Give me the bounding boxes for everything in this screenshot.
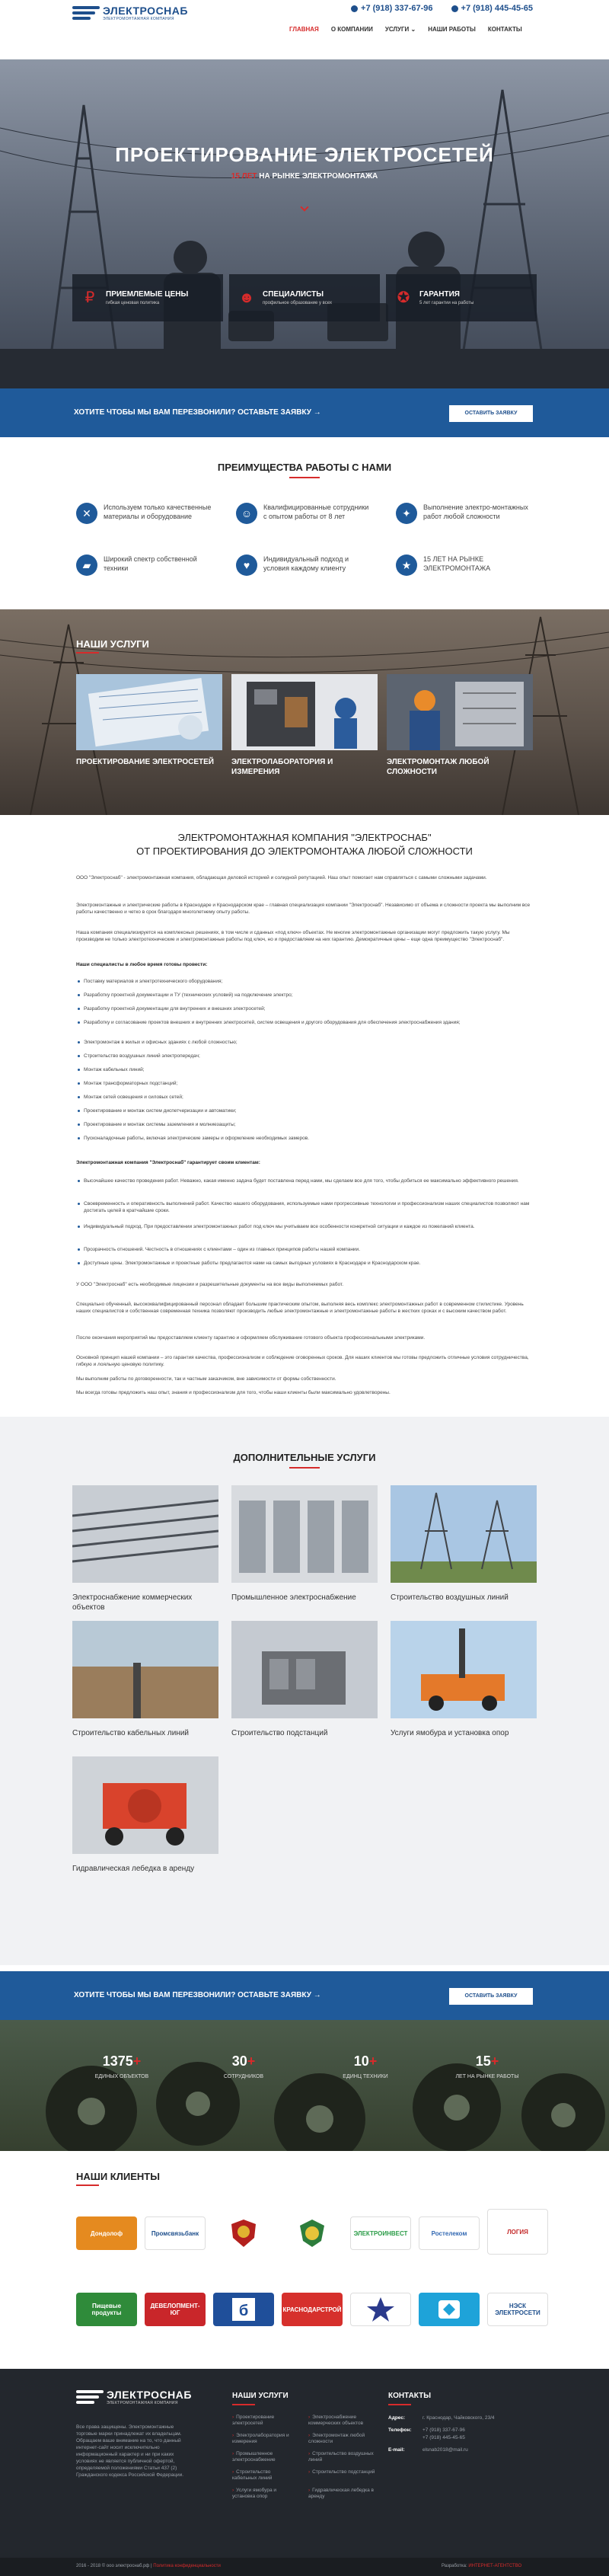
badge-icon: ★ — [396, 555, 417, 576]
about-title-2: ОТ ПРОЕКТИРОВАНИЯ ДО ЭЛЕКТРОМОНТАЖА ЛЮБОЙ СЛОЖНОСТИ — [136, 845, 473, 857]
site-footer — [0, 2369, 609, 2576]
advantage-text: 15 ЛЕТ НА РЫНКЕ ЭЛЕКТРОМОНТАЖА — [423, 555, 491, 572]
footer-phone-2[interactable]: +7 (918) 445-45-65 — [422, 2435, 465, 2440]
client-logo[interactable]: Пищевые продукты — [76, 2293, 137, 2326]
stat-label: ЕДИНЫХ ОБЪЕКТОВ — [94, 2074, 149, 2079]
additional-image — [391, 1485, 537, 1583]
footer-link[interactable]: › Проектирование электросетей — [232, 2415, 293, 2427]
title-divider — [388, 2404, 411, 2405]
list-item: Монтаж трансформаторных подстанций; — [84, 1080, 533, 1087]
footer-link[interactable]: › Строительство кабельных линий — [232, 2469, 293, 2482]
nav-item-contacts[interactable]: КОНТАКТЫ — [487, 26, 522, 33]
footer-link[interactable]: › Электромонтаж любой сложности — [308, 2433, 377, 2445]
feature-title: ГАРАНТИЯ — [419, 290, 460, 299]
client-logo[interactable]: Ростелеком — [419, 2216, 480, 2250]
footer-phone-1[interactable]: +7 (918) 337-67-96 — [422, 2427, 465, 2433]
feature-guarantee — [386, 274, 537, 321]
additional-card[interactable] — [72, 1485, 218, 1612]
feature-specialists — [229, 274, 380, 321]
stat-number: 15 — [475, 2053, 491, 2069]
advantage-item — [396, 555, 533, 576]
list-item: Разработку проектной документации и ТУ (технических условий) на подключение электро; — [84, 992, 533, 999]
service-image — [231, 674, 378, 750]
star-logo-icon — [365, 2296, 396, 2323]
stat-years — [426, 2053, 548, 2079]
nav-item-services[interactable]: УСЛУГИ ⌄ — [384, 26, 416, 33]
client-logo[interactable]: ЭЛЕКТРОИНВЕСТ — [350, 2216, 411, 2250]
feature-sub: профильное образование у всех — [263, 301, 333, 305]
additional-caption: Строительство кабельных линий — [72, 1729, 190, 1737]
ruble-icon: ₽ — [84, 289, 95, 306]
stat-label: ЛЕТ НА РЫНКЕ РАБОТЫ — [455, 2074, 519, 2079]
hero-banner — [0, 59, 609, 396]
stats-section — [0, 2020, 609, 2151]
services-title: НАШИ УСЛУГИ — [76, 638, 149, 650]
additional-caption: Строительство подстанций — [231, 1729, 328, 1737]
list-item: Проектирование и монтаж систем диспетчеризации и автоматики; — [84, 1107, 533, 1114]
truck-icon: ▰ — [76, 555, 97, 576]
logo-title: ЭЛЕКТРОСНАБ — [103, 4, 188, 17]
list-item: Доступные цены. Электромонтажные и проектные работы предлагаются нами на самых выгодных условиях в Краснодаре и Краснодарском крае. — [84, 1260, 533, 1267]
about-paragraph: ООО "Электроснаб" - электромонтажная компания, обладающая деловой историей и солидной репутацией. Наш опыт помогает нам справляться с самыми сложными задачами. — [76, 875, 487, 881]
hero-features — [72, 274, 537, 321]
about-paragraph: Мы всегда готовы предложить наш опыт, знания и профессионализм для того, чтобы наши клиенты были максимально удовлетворены. — [76, 1390, 391, 1395]
developer-link[interactable]: ИНТЕРНЕТ-АГЕНТСТВО — [468, 2564, 522, 2568]
stat-label: СОТРУДНИКОВ — [223, 2074, 264, 2079]
client-logo[interactable]: ЛОГИЯ — [487, 2209, 548, 2255]
callback-button[interactable]: ОСТАВИТЬ ЗАЯВКУ — [449, 405, 533, 422]
clients-title: НАШИ КЛИЕНТЫ — [76, 2171, 160, 2182]
client-logo[interactable]: Промсвязьбанк — [145, 2216, 206, 2250]
footer-link[interactable]: › Промышленное электроснабжение — [232, 2451, 293, 2463]
advantage-text: Используем только качественные материалы и оборудование — [104, 503, 212, 520]
wrench-icon: ✕ — [76, 503, 97, 524]
logo-title: ЭЛЕКТРОСНАБ — [107, 2388, 192, 2401]
additional-caption: Строительство воздушных линий — [391, 1593, 509, 1602]
additional-image — [72, 1756, 218, 1854]
advantage-item — [396, 503, 533, 524]
additional-card[interactable] — [391, 1485, 537, 1603]
client-logo[interactable] — [213, 2293, 274, 2326]
service-caption: ЭЛЕКТРОЛАБОРАТОРИЯ И ИЗМЕРЕНИЯ — [231, 758, 333, 776]
footer-link[interactable]: › Электроснабжение коммерческих объектов — [308, 2415, 377, 2427]
copyright-bar — [0, 2558, 609, 2576]
email-label: E-mail: — [388, 2447, 405, 2453]
footer-services-title: НАШИ УСЛУГИ — [232, 2392, 289, 2400]
callback-text: ХОТИТЕ ЧТОБЫ МЫ ВАМ ПЕРЕЗВОНИЛИ? ОСТАВЬТЕ ЗАЯВКУ → — [74, 1991, 321, 1999]
additional-card[interactable] — [231, 1621, 378, 1738]
privacy-link[interactable]: Политика конфиденциальности — [153, 2564, 221, 2568]
callback-banner — [0, 1971, 609, 2020]
title-divider — [76, 2184, 99, 2186]
handshake-icon: ♥ — [236, 555, 257, 576]
stat-staff — [183, 2053, 304, 2079]
phone-icon — [351, 5, 358, 12]
additional-card[interactable] — [72, 1621, 218, 1738]
advantage-item — [76, 503, 213, 524]
about-paragraph: После окончания мероприятий мы предоставляем клиенту гарантию и оформляем обслуживание готового объекта профессиональными электриками. — [76, 1335, 426, 1341]
header-phone-1[interactable]: +7 (918) 337-67-96 — [361, 4, 433, 13]
list-item: Разработку и согласование проектов внешних и внутренних электросетей, систем освещения и другого оборудования для обеспечения электроснабжения здания; — [84, 1019, 533, 1026]
additional-card[interactable] — [391, 1621, 537, 1738]
developer-credit: Разработка: ИНТЕРНЕТ-АГЕНТСТВО — [442, 2564, 522, 2568]
feature-title: ПРИЕМЛЕМЫЕ ЦЕНЫ — [106, 290, 189, 299]
shield-emblem-icon — [230, 2218, 257, 2248]
client-logo[interactable] — [350, 2293, 411, 2326]
additional-card[interactable] — [231, 1485, 378, 1603]
list-item: Строительство воздушных линий электропередач; — [84, 1053, 533, 1059]
hero-subtitle-text: НА РЫНКЕ ЭЛЕКТРОМОНТАЖА — [259, 172, 378, 181]
service-card-lab[interactable] — [231, 674, 378, 782]
client-logo[interactable]: НЭСК ЭЛЕКТРОСЕТИ — [487, 2293, 548, 2326]
list-title: Наши специалисты в любое время готовы провести: — [76, 962, 208, 967]
advantage-text: Выполнение электро-монтажных работ любой сложности — [423, 503, 528, 520]
about-paragraph: Наша компания специализируется на комплексных решениях, в том числе и сданных «под ключ» объектах. Не многие электромонтажные организации могут предложить такую услугу. Мы производим не только электротехнические и электромонтажные работы под ключ, но и предоставляем на них гарантию. Демократичные цены – еще одна преимущество "Электроснаб". — [76, 930, 510, 942]
stat-number: 10 — [353, 2053, 369, 2069]
svg-text:б: б — [238, 2303, 249, 2319]
advantages-title: ПРЕИМУЩЕСТВА РАБОТЫ С НАМИ — [217, 462, 392, 473]
worker-icon: ☺ — [236, 503, 257, 524]
title-divider — [232, 2404, 255, 2405]
feature-sub: 5 лет гарантии на работы — [419, 301, 474, 305]
title-divider — [289, 1467, 320, 1469]
nav-item-home[interactable]: ГЛАВНАЯ — [289, 26, 319, 33]
list-item: Прозрачность отношений. Честность в отношениях с клиентами – один из главных принципов работы нашей компании. — [84, 1246, 533, 1253]
plus-icon: + — [247, 2053, 256, 2069]
medal-icon: ✪ — [397, 289, 410, 306]
logo-mark-icon — [434, 2296, 464, 2323]
client-logo[interactable] — [213, 2216, 274, 2250]
advantage-item — [76, 555, 213, 576]
additional-caption: Промышленное электроснабжение — [231, 1593, 356, 1602]
list-item: Поставку материалов и электротехнического оборудования; — [84, 978, 533, 985]
service-image — [76, 674, 222, 750]
phone-icon — [451, 5, 458, 12]
additional-image — [72, 1485, 218, 1583]
service-caption: ЭЛЕКТРОМОНТАЖ ЛЮБОЙ СЛОЖНОСТИ — [387, 758, 489, 776]
additional-caption: Гидравлическая лебедка в аренду — [72, 1865, 195, 1873]
list-item: Разработку проектной документации для внутренних и внешних электросетей; — [84, 1005, 533, 1012]
phone-label: Телефон: — [388, 2427, 412, 2433]
nav-item-about[interactable]: О КОМПАНИИ — [330, 26, 373, 33]
lightbulb-icon: ✦ — [396, 503, 417, 524]
about-paragraph: Электромонтажные и электрические работы в Краснодаре и Краснодарском крае – главная специализация компании "Электроснаб". Независимо от объема и сложности проекта мы выполним все работы качественно и четко в срок благодаря многолетнему опыту работы. — [76, 903, 531, 915]
about-paragraph: Основной принцип нашей компании – это гарантия качества, профессионализм и соблюдение оговоренных сроков. Для наших клиентов мы готовы предложить отличные условия сотрудничества, гибкую и лояльную ценовую политику. — [76, 1355, 529, 1367]
footer-link[interactable]: › Строительство подстанций — [308, 2469, 377, 2475]
list-item: Пусконаладочные работы, включая электрические замеры и оформление необходимых замеров. — [84, 1135, 533, 1142]
hero-title: ПРОЕКТИРОВАНИЕ ЭЛЕКТРОСЕТЕЙ — [115, 143, 494, 166]
footer-link[interactable]: › Услуги ямобура и установка опор — [232, 2488, 293, 2500]
about-paragraph: Специально обученный, высококвалифицированный персонал обладает большим практическим опытом, выполняя весь комплекс электромонтажных работ в современном стилистике. Уровень наших специалистов и собственная современная техника позволяют производить любые электромонтажные и электромонтажные работы в жестких сроках и с высоким качеством работ. — [76, 1302, 524, 1314]
client-logo[interactable]: ДЕВЕЛОПМЕНТ-ЮГ — [145, 2293, 206, 2326]
service-caption: ПРОЕКТИРОВАНИЕ ЭЛЕКТРОСЕТЕЙ — [76, 758, 214, 766]
hero-subtitle-accent: 15 ЛЕТ — [231, 172, 257, 181]
stats-background-image — [0, 2020, 609, 2151]
list-item: Монтаж сетей освещения и силовых сетей; — [84, 1094, 533, 1101]
stat-number: 1375 — [102, 2053, 133, 2069]
about-paragraph: Мы выполним работы по договоренности, так и частным заказчиком, вне зависимости от формы собственности. — [76, 1376, 336, 1382]
title-divider — [76, 652, 99, 654]
footer-about: Все права защищены. Электромонтажные торговые марки принадлежат их владельцам. Обращаем ваше внимание на то, что данный интернет-сайт носит исключительно информационный характер и ни при каких условиях не является публичной офертой, определяемой положениями Статьи 437 (2) Гражданского кодекса Российской Федерации. — [76, 2424, 184, 2478]
advantage-item — [236, 503, 373, 524]
about-paragraph: У ООО "Электроснаб" есть необходимые лицензии и разрешительные документы на все виды выполняемых работ. — [76, 1282, 343, 1287]
additional-image — [391, 1621, 537, 1718]
additional-image — [231, 1621, 378, 1718]
list-item: Электромонтаж в жилых и офисных зданиях с любой сложностью; — [84, 1039, 533, 1046]
list-item: Высочайшее качество проведения работ. Неважно, какая именно задача будет поставлена перед нами, мы сделаем все для того, чтобы добиться ее максимально эффективного решения. — [84, 1178, 533, 1184]
footer-link[interactable]: › Гидравлическая лебедка в аренду — [308, 2488, 377, 2500]
feature-title: СПЕЦИАЛИСТЫ — [263, 290, 324, 299]
plus-icon: + — [368, 2053, 378, 2069]
plus-icon: + — [490, 2053, 499, 2069]
hero-subtitle — [0, 172, 609, 181]
advantage-text: Широкий спектр собственной техники — [104, 555, 197, 572]
nav-item-works[interactable]: НАШИ РАБОТЫ — [428, 26, 476, 33]
copyright-text: 2016 - 2018 © ооо электроснаб.рф | Политика конфиденциальности — [76, 2564, 221, 2568]
guarantee-title: Электромонтажная компания "Электроснаб" гарантирует своим клиентам: — [76, 1160, 260, 1165]
list-item: Своевременность и оперативность выполнений работ. Качество нашего оборудования, используемые нами прогрессивные технологии и профессионализм наших специалистов позволяют нам достигать целей в кратчайшие сроки. — [84, 1200, 533, 1214]
service-card-design[interactable] — [76, 674, 222, 782]
address-label: Адрес: — [388, 2415, 406, 2421]
hero-background-image — [0, 59, 609, 396]
stat-number: 30 — [231, 2053, 247, 2069]
callback-banner — [0, 388, 609, 437]
emblem-icon — [298, 2218, 326, 2248]
additional-title: ДОПОЛНИТЕЛЬНЫЕ УСЛУГИ — [233, 1452, 376, 1463]
list-item: Проектирование и монтаж системы заземления и молниезащиты; — [84, 1121, 533, 1128]
footer-contacts-title: КОНТАКТЫ — [388, 2392, 432, 2400]
plus-icon: + — [132, 2053, 142, 2069]
logo-subtitle: ЭЛЕКТРОМОНТАЖНАЯ КОМПАНИЯ — [103, 16, 174, 21]
header-phone-2[interactable]: +7 (918) 445-45-65 — [461, 4, 533, 13]
additional-caption: Услуги ямобура и установка опор — [391, 1729, 509, 1737]
client-logo[interactable] — [282, 2216, 343, 2250]
advantage-item — [236, 555, 373, 576]
footer-link[interactable]: › Строительство воздушных линий — [308, 2451, 377, 2463]
additional-image — [231, 1485, 378, 1583]
logo-mark-icon — [72, 5, 100, 21]
list-item: Индивидуальный подход. При предоставлении электромонтажных работ под ключ мы учитываем все особенности конкретной ситуации и каждое из пожеланий клиента. — [84, 1223, 533, 1230]
feature-sub: гибкая ценовая политика — [106, 301, 160, 305]
client-logo[interactable]: Дондолоф — [76, 2216, 137, 2250]
logo-mark-icon — [76, 2389, 104, 2405]
logo-mark-icon — [230, 2296, 257, 2323]
additional-caption: Электроснабжение коммерческих объектов — [72, 1593, 193, 1612]
header-phones — [351, 4, 533, 13]
callback-text: ХОТИТЕ ЧТОБЫ МЫ ВАМ ПЕРЕЗВОНИЛИ? ОСТАВЬТЕ ЗАЯВКУ → — [74, 408, 321, 417]
feature-prices — [72, 274, 223, 321]
title-divider — [289, 477, 320, 478]
additional-image — [72, 1621, 218, 1718]
stat-objects — [61, 2053, 183, 2079]
stat-equipment — [304, 2053, 426, 2079]
additional-card[interactable] — [72, 1756, 218, 1874]
advantage-text: Индивидуальный подход и условия каждому клиенту — [263, 555, 349, 572]
service-card-install[interactable] — [387, 674, 533, 782]
logo[interactable] — [72, 5, 188, 21]
stat-label: ЕДИНЦ ТЕХНИКИ — [343, 2074, 388, 2079]
people-icon: ☻ — [238, 289, 255, 306]
footer-email[interactable]: elsnab2018@mail.ru — [422, 2447, 468, 2453]
main-nav — [289, 26, 522, 33]
logo-subtitle: ЭЛЕКТРОМОНТАЖНАЯ КОМПАНИЯ — [107, 2400, 178, 2405]
callback-button[interactable]: ОСТАВИТЬ ЗАЯВКУ — [449, 1988, 533, 2005]
footer-logo[interactable] — [76, 2389, 192, 2405]
site-header — [0, 0, 609, 59]
about-title-1: ЭЛЕКТРОМОНТАЖНАЯ КОМПАНИЯ "ЭЛЕКТРОСНАБ" — [177, 832, 432, 843]
client-logo[interactable] — [419, 2293, 480, 2326]
address-value: г. Краснодар, Чайковского, 23/4 — [422, 2415, 495, 2421]
list-item: Монтаж кабельных линий; — [84, 1066, 533, 1073]
client-logo[interactable]: КРАСНОДАРСТРОЙ — [282, 2293, 343, 2326]
service-image — [387, 674, 533, 750]
footer-link[interactable]: › Электролаборатория и измерения — [232, 2433, 293, 2445]
advantage-text: Квалифицированные сотрудники с опытом работы от 8 лет — [263, 503, 369, 520]
